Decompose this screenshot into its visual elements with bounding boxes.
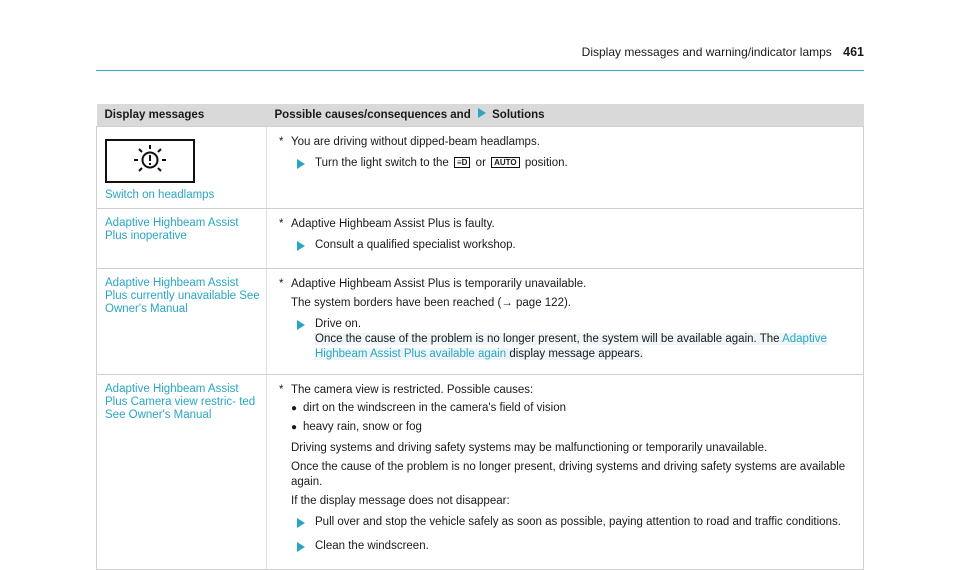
action-arrow-icon <box>297 515 315 533</box>
message-camera-view-restricted: Adaptive Highbeam Assist Plus Camera view restric- ted See Owner's Manual <box>105 383 256 421</box>
action-arrow-icon <box>297 238 315 256</box>
col-header-solutions-suffix: Solutions <box>492 108 545 121</box>
solution-cell <box>267 209 864 269</box>
list-item <box>291 401 855 416</box>
page-number: 461 <box>843 45 864 59</box>
table-row <box>97 269 864 375</box>
table-row <box>97 209 864 269</box>
header-right <box>582 45 864 59</box>
action-arrow-icon <box>297 317 315 362</box>
action-step <box>297 317 855 362</box>
action-text <box>315 317 855 362</box>
cause <box>275 217 855 232</box>
action-text: Clean the windscreen. <box>315 540 429 552</box>
message-highbeam-unavailable: Adaptive Highbeam Assist Plus currently unavailable See Owner's Manual <box>105 277 260 315</box>
action-text-post: position. <box>524 157 568 169</box>
headlamp-warning-icon <box>105 139 195 183</box>
col-header-messages: Display messages <box>97 104 267 127</box>
star-marker: * <box>279 218 284 230</box>
display-messages-table <box>96 104 864 570</box>
message-cell <box>97 269 267 375</box>
solution-arrow-icon <box>478 108 486 118</box>
col-header-solutions <box>267 104 864 127</box>
star-marker: * <box>279 384 284 396</box>
bullet-icon: ● <box>291 403 298 414</box>
action-arrow-icon <box>297 539 315 557</box>
action-step <box>297 238 855 256</box>
info-paragraph: Driving systems and driving safety systems may be malfunctioning or temporarily unavailable. <box>291 442 768 454</box>
cause-text: You are driving without dipped-beam headlamps. <box>291 136 540 148</box>
message-cell <box>97 127 267 209</box>
action-text <box>315 156 855 174</box>
info-paragraph: If the display message does not disappear: <box>291 495 510 507</box>
action-step <box>297 156 855 174</box>
action-arrow-icon <box>297 156 315 174</box>
solution-cell <box>267 375 864 570</box>
action-step <box>297 539 855 557</box>
action-text-mid: or <box>475 157 486 169</box>
auto-light-icon: AUTO <box>491 157 520 168</box>
table-row <box>97 375 864 570</box>
star-marker: * <box>279 136 284 148</box>
message-cell <box>97 375 267 570</box>
solution-cell <box>267 127 864 209</box>
cause-text: Adaptive Highbeam Assist Plus is faulty. <box>291 218 495 230</box>
cause <box>275 135 855 150</box>
cause-text: The camera view is restricted. Possible causes: <box>291 384 534 396</box>
info-paragraph: Once the cause of the problem is no longer present, driving systems and driving safety systems are available again. <box>291 461 846 488</box>
action-step <box>297 515 855 533</box>
cause-text: Adaptive Highbeam Assist Plus is temporarily unavailable. <box>291 278 587 290</box>
bullet-icon: ● <box>291 422 298 433</box>
bullet-text: heavy rain, snow or fog <box>303 421 422 433</box>
action-text: Pull over and stop the vehicle safely as soon as possible, paying attention to road and traffic conditions. <box>315 516 841 528</box>
action-line-1: Drive on. <box>315 318 362 330</box>
dipped-beam-icon: ≡D <box>454 157 470 168</box>
message-cell <box>97 209 267 269</box>
message-available-again: Adaptive Highbeam Assist Plus available again <box>315 333 827 360</box>
table-header-row <box>97 104 864 127</box>
cause <box>275 383 855 398</box>
message-switch-on-headlamps: Switch on headlamps <box>105 189 215 201</box>
solution-cell <box>267 269 864 375</box>
cause-detail: The system borders have been reached (→ page 122). <box>291 297 571 309</box>
star-marker: * <box>279 278 284 290</box>
message-highbeam-inoperative: Adaptive Highbeam Assist Plus inoperative <box>105 217 239 242</box>
bullet-text: dirt on the windscreen in the camera's field of vision <box>303 402 566 414</box>
action-text-pre: Turn the light switch to the <box>315 157 449 169</box>
action-text: Consult a qualified specialist workshop. <box>315 239 516 251</box>
cause <box>275 277 855 292</box>
action-line-2-post: display message appears. <box>509 348 643 360</box>
action-line-2-pre: Once the cause of the problem is no longer present, the system will be available again. The <box>315 333 780 345</box>
list-item <box>291 420 855 435</box>
cause-bullet-list <box>291 401 855 435</box>
col-header-solutions-label: Possible causes/consequences and <box>274 108 471 121</box>
section-title: Display messages and warning/indicator lamps <box>581 45 832 59</box>
page-header <box>96 45 864 71</box>
table-row <box>97 127 864 209</box>
